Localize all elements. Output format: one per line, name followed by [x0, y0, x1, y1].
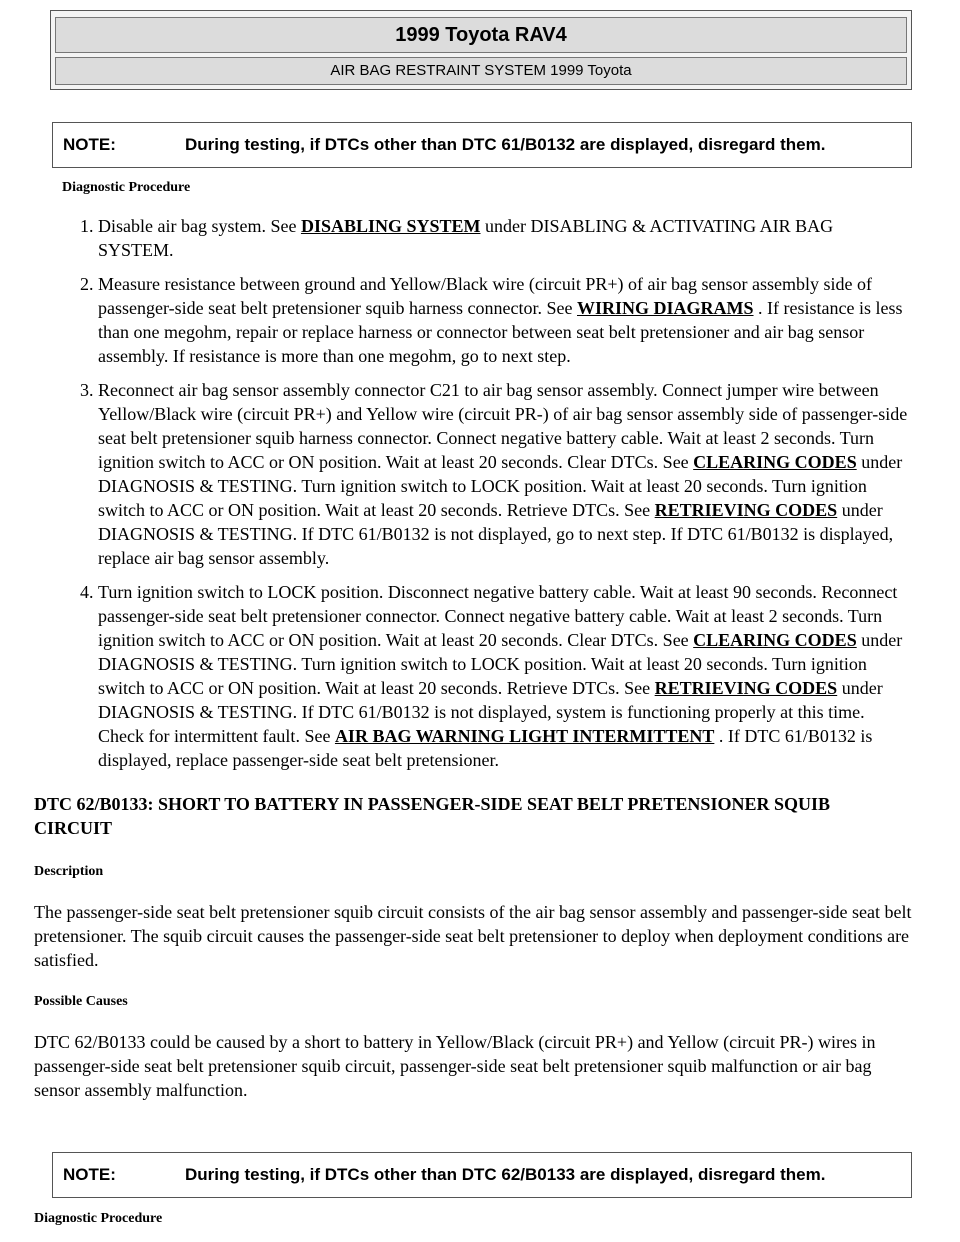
procedure-step: 3. Reconnect air bag sensor assembly connector C21 to air bag sensor assembly. Connect jumper wire between Yellow/Black wire (circuit PR+) and Yellow wire (circuit PR-) of air bag sensor assembly side of passenger-side seat belt pretensioner squib harness connector. Connect negative battery cable. Wait at least 2 seconds. Turn ignition switch to ACC or ON position. Wait at least 20 seconds. Clear DTCs. See CLEARING CODES under DIAGNOSIS & TESTING. Turn ignition switch to LOCK position. Wait at least 20 seconds. Turn ignition switch to ACC or ON position. Wait at least 20 seconds. Retrieve DTCs. See RETRIEVING CODES under DIAGNOSIS & TESTING. If DTC 61/B0132 is not displayed, go to next step. If DTC 61/B0132 is displayed, replace air bag sensor assembly.: [98, 378, 912, 570]
link-clearing-codes[interactable]: CLEARING CODES: [693, 630, 857, 650]
page-header: [50, 10, 912, 90]
link-clearing-codes[interactable]: CLEARING CODES: [693, 452, 857, 472]
note-text: During testing, if DTCs other than DTC 61/B0132 are displayed, disregard them.: [185, 135, 826, 154]
dtc-heading: DTC 62/B0133: SHORT TO BATTERY IN PASSENGER-SIDE SEAT BELT PRETENSIONER SQUIB CIRCUIT: [34, 794, 830, 838]
link-retrieving-codes[interactable]: RETRIEVING CODES: [654, 678, 838, 698]
description-heading: Description: [34, 864, 104, 879]
note-label: NOTE:: [63, 135, 116, 154]
header-title: 1999 Toyota RAV4: [55, 17, 907, 53]
possible-causes-heading: Possible Causes: [34, 994, 128, 1009]
note-box-1: [52, 122, 912, 168]
note-label: NOTE:: [63, 1165, 116, 1184]
procedure-steps: [62, 214, 912, 772]
link-retrieving-codes[interactable]: RETRIEVING CODES: [654, 500, 838, 520]
description-text: The passenger-side seat belt pretensioner squib circuit consists of the air bag sensor assembly and passenger-side seat belt pretensioner. The squib circuit causes the passenger-side seat belt pretensioner to deploy when deployment conditions are satisfied.: [34, 902, 912, 970]
note-box-2: [52, 1152, 912, 1198]
procedure-step: 4. Turn ignition switch to LOCK position. Disconnect negative battery cable. Wait at least 90 seconds. Reconnect passenger-side seat belt pretensioner connector. Connect negative battery cable. Wait at least 2 seconds. Turn ignition switch to ACC or ON position. Wait at least 20 seconds. Clear DTCs. See CLEARING CODES under DIAGNOSIS & TESTING. Turn ignition switch to LOCK position. Wait at least 20 seconds. Turn ignition switch to ACC or ON position. Wait at least 20 seconds. Retrieve DTCs. See RETRIEVING CODES under DIAGNOSIS & TESTING. If DTC 61/B0132 is not displayed, system is functioning properly at this time. Check for intermittent fault. See AIR BAG WARNING LIGHT INTERMITTENT . If DTC 61/B0132 is displayed, replace passenger-side seat belt pretensioner.: [98, 580, 912, 772]
section-heading-diagnostic-procedure: Diagnostic Procedure: [62, 180, 191, 195]
procedure-step: 1. Disable air bag system. See DISABLING SYSTEM under DISABLING & ACTIVATING AIR BAG SYSTEM.: [98, 214, 912, 262]
link-wiring-diagrams[interactable]: WIRING DIAGRAMS: [577, 298, 754, 318]
link-disabling-system[interactable]: DISABLING SYSTEM: [300, 216, 481, 236]
document-body: [34, 178, 912, 1102]
procedure-step: 2. Measure resistance between ground and Yellow/Black wire (circuit PR+) of air bag sensor assembly side of passenger-side seat belt pretensioner squib harness connector. See WIRING DIAGRAMS . If resistance is less than one megohm, repair or replace harness or connector between seat belt pretensioner and air bag sensor assembly. If resistance is more than one megohm, go to next step.: [98, 272, 912, 368]
possible-causes-text: DTC 62/B0133 could be caused by a short to battery in Yellow/Black (circuit PR+) and Yellow (circuit PR-) wires in passenger-side seat belt pretensioner squib circuit, passenger-side seat belt pretensioner squib malfunction or air bag sensor assembly malfunction.: [34, 1032, 876, 1100]
section-heading-diagnostic-procedure-2: Diagnostic Procedure: [34, 1211, 163, 1226]
link-air-bag-warning-light-intermittent[interactable]: AIR BAG WARNING LIGHT INTERMITTENT: [334, 726, 715, 746]
note-text: During testing, if DTCs other than DTC 62/B0133 are displayed, disregard them.: [185, 1165, 826, 1184]
header-subtitle: AIR BAG RESTRAINT SYSTEM 1999 Toyota: [55, 57, 907, 85]
